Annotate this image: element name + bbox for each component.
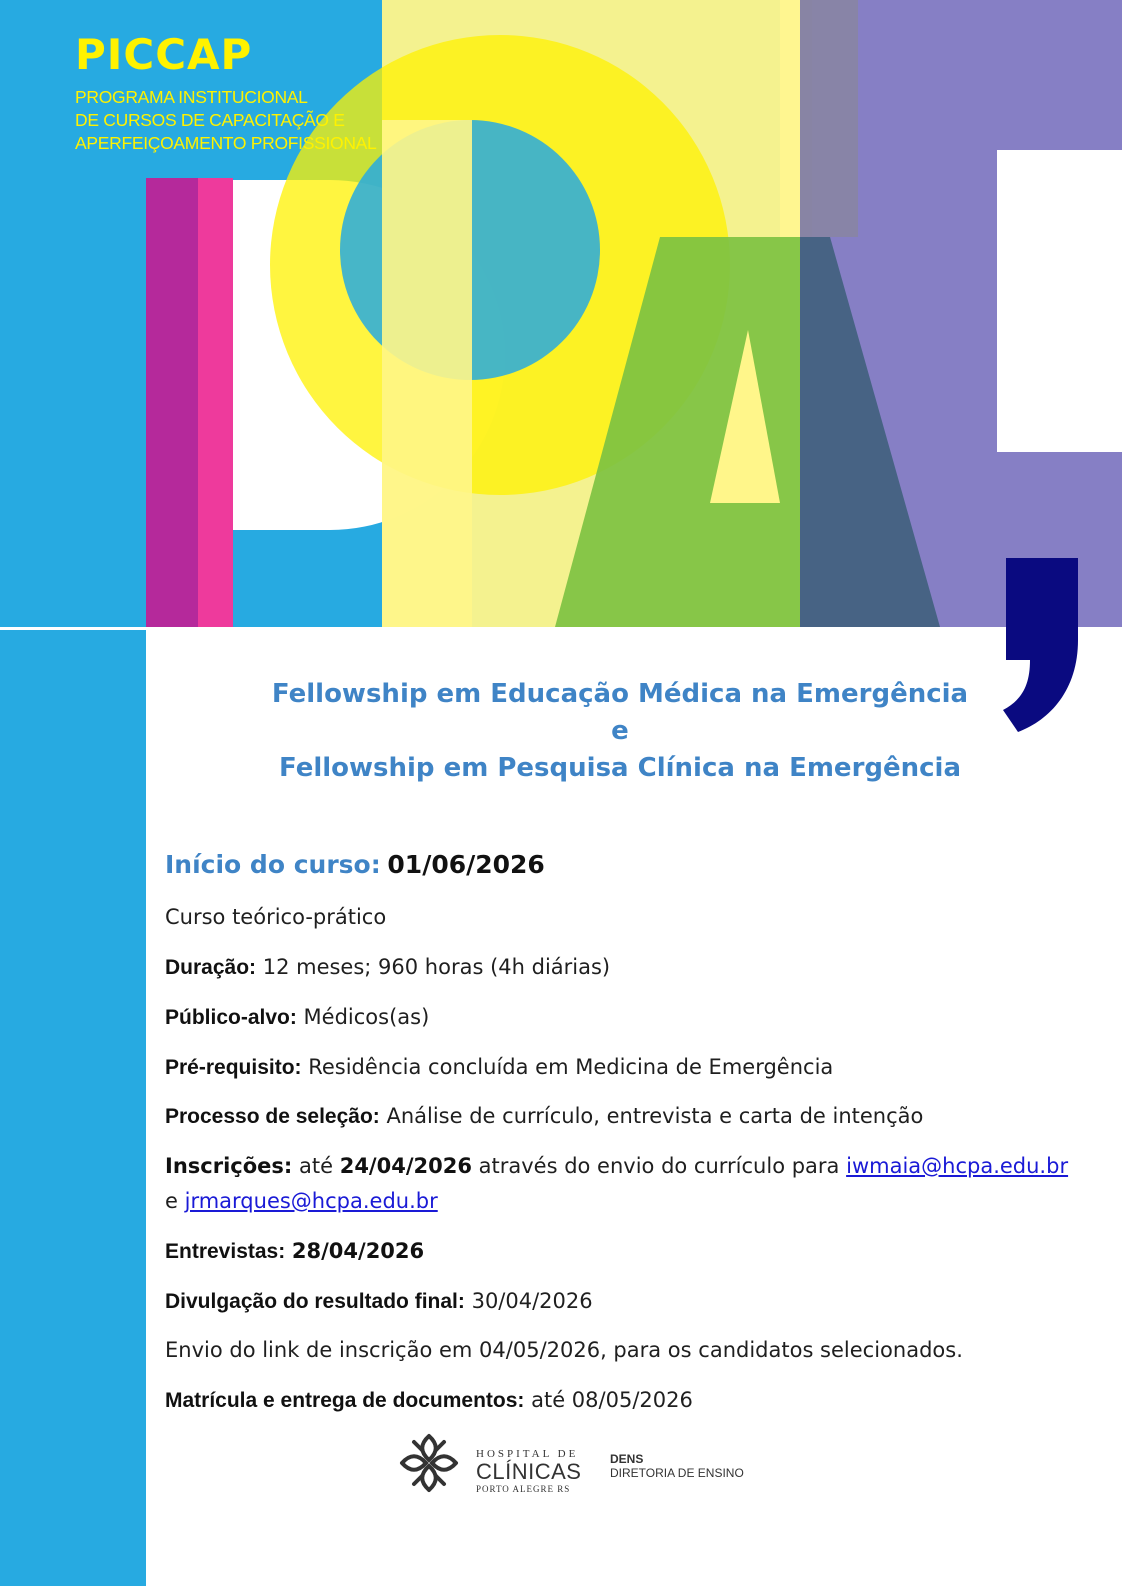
clinicas-label: CLÍNICAS	[476, 1459, 582, 1484]
registration-and: e	[165, 1189, 178, 1213]
dens-logo	[610, 1452, 744, 1480]
registration-mid: através do envio do currículo para	[478, 1154, 840, 1178]
city-label: PORTO ALEGRE RS	[476, 1484, 571, 1494]
course-type: Curso teórico-prático	[165, 905, 387, 929]
magenta-bar	[146, 178, 198, 627]
enrollment-value: até 08/05/2026	[531, 1388, 693, 1412]
course-titles	[150, 676, 1090, 787]
results-value: 30/04/2026	[471, 1289, 593, 1313]
course-title-connector: e	[611, 716, 629, 746]
registration-pre: até	[298, 1154, 334, 1178]
results-row	[165, 1289, 593, 1314]
dens-subtitle: DIRETORIA DE ENSINO	[610, 1466, 744, 1480]
course-start-row	[165, 850, 545, 879]
interviews-label: Entrevistas:	[165, 1240, 286, 1263]
hospital-de-clinicas-logo	[396, 1426, 596, 1498]
selection-label: Processo de seleção:	[165, 1105, 380, 1128]
enrollment-row	[165, 1388, 693, 1413]
registration-row-2	[165, 1189, 438, 1213]
brand-subtitle-line: DE CURSOS DE CAPACITAÇÃO E	[75, 110, 345, 130]
course-start-label: Início do curso:	[165, 850, 381, 879]
course-start-value: 01/06/2026	[387, 850, 545, 879]
enrollment-label: Matrícula e entrega de documentos:	[165, 1389, 525, 1412]
duration-row	[165, 955, 610, 980]
audience-row	[165, 1005, 429, 1030]
selection-value: Análise de currículo, entrevista e carta de intenção	[386, 1104, 924, 1128]
brand-title: PICCAP	[75, 30, 253, 79]
email-link-1[interactable]: iwmaia@hcpa.edu.br	[846, 1154, 1069, 1178]
selection-row	[165, 1104, 923, 1129]
brand-subtitle-line: APERFEIÇOAMENTO PROFISSIONAL	[75, 133, 377, 153]
interviews-value: 28/04/2026	[291, 1239, 425, 1263]
results-label: Divulgação do resultado final:	[165, 1290, 465, 1313]
brand-subtitle	[75, 86, 376, 155]
hospital-label: HOSPITAL DE	[476, 1448, 579, 1460]
duration-value: 12 meses; 960 horas (4h diárias)	[262, 955, 611, 979]
prerequisite-value: Residência concluída em Medicina de Emergência	[308, 1055, 834, 1079]
course-title-2: Fellowship em Pesquisa Clínica na Emergência	[278, 753, 962, 783]
hospital-emblem-icon	[396, 1430, 462, 1496]
course-title-1: Fellowship em Educação Médica na Emergência	[271, 679, 969, 709]
audience-label: Público-alvo:	[165, 1006, 297, 1029]
dens-title: DENS	[610, 1452, 644, 1466]
prerequisite-row	[165, 1055, 833, 1080]
duration-label: Duração:	[165, 956, 257, 979]
pink-bar	[198, 178, 233, 627]
interviews-row	[165, 1239, 424, 1264]
email-link-2[interactable]: jrmarques@hcpa.edu.br	[184, 1189, 438, 1213]
registration-row	[165, 1154, 1068, 1178]
brand-subtitle-line: PROGRAMA INSTITUCIONAL	[75, 87, 308, 107]
audience-value: Médicos(as)	[303, 1005, 430, 1029]
prerequisite-label: Pré-requisito:	[165, 1056, 302, 1079]
registration-date: 24/04/2026	[339, 1154, 472, 1178]
link-dispatch-note: Envio do link de inscrição em 04/05/2026, para os candidatos selecionados.	[165, 1338, 963, 1362]
registration-label: Inscrições:	[165, 1154, 293, 1178]
left-cyan-strip	[0, 630, 146, 1586]
